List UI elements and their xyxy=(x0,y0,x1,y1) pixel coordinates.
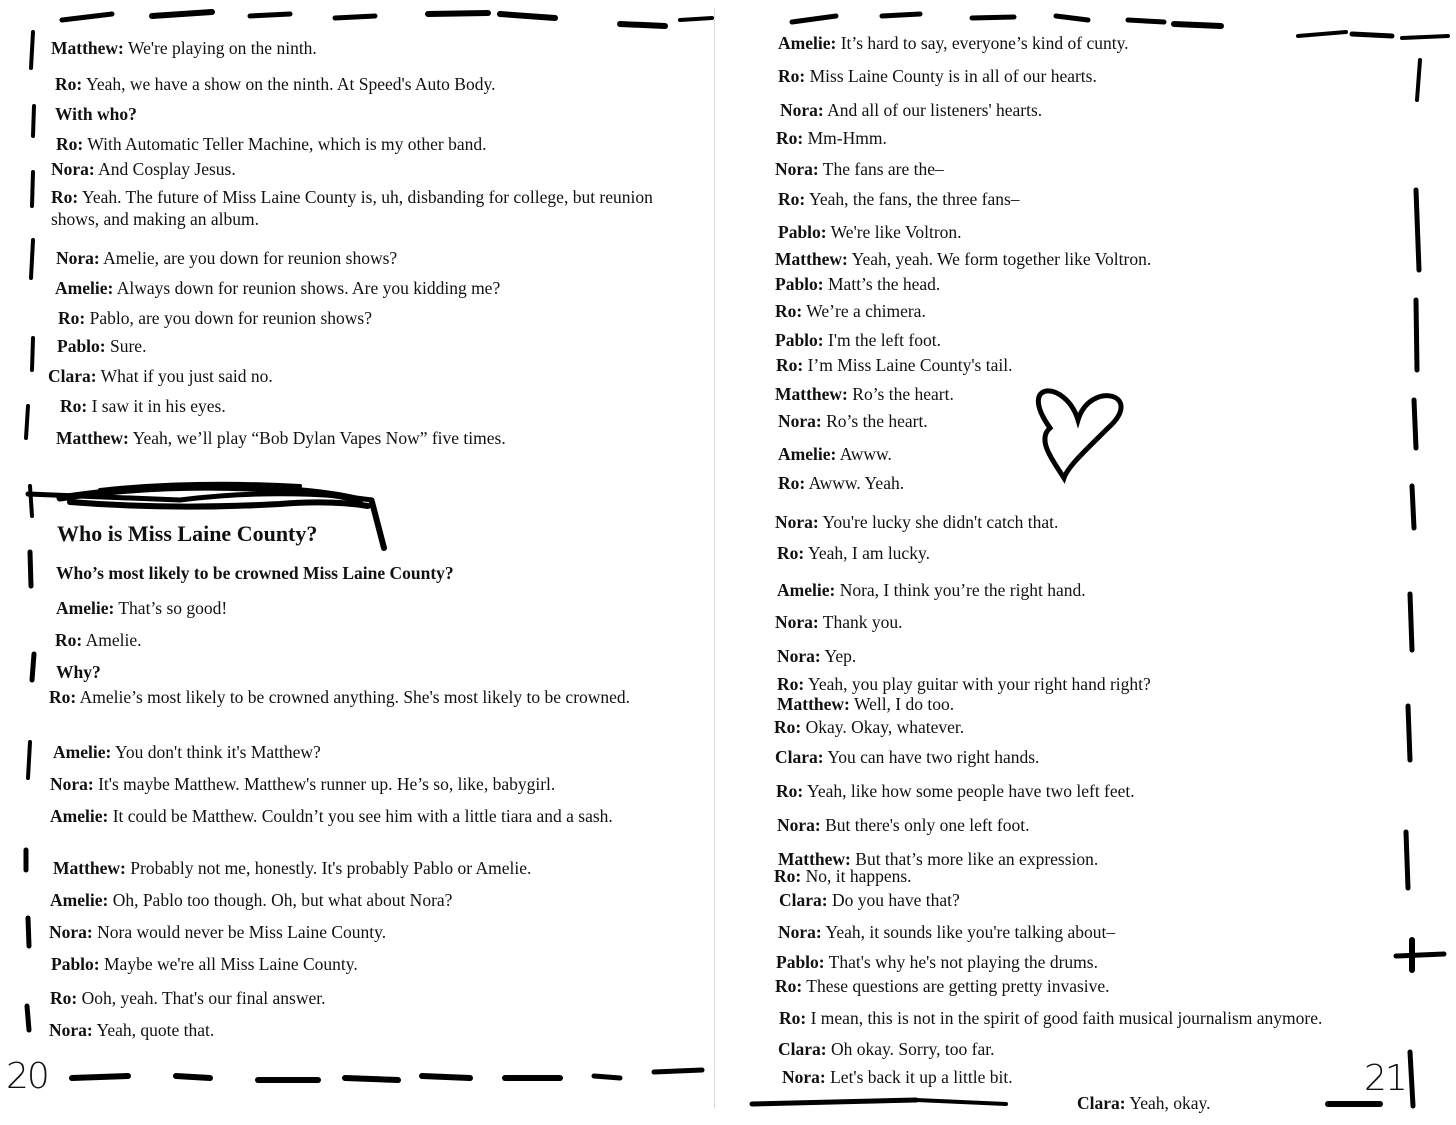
transcript-line: Ro: I saw it in his eyes. xyxy=(60,396,226,416)
transcript-line: Pablo: We're like Voltron. xyxy=(778,222,962,242)
transcript-line: Ro: Amelie’s most likely to be crowned anything. She's most likely to be crowned. xyxy=(49,687,631,707)
transcript-line: Nora: Yep. xyxy=(777,646,857,666)
transcript-line: Matthew: Yeah, yeah. We form together like Voltron. xyxy=(775,249,1152,269)
transcript-line: Amelie: Always down for reunion shows. Are you kidding me? xyxy=(55,278,501,298)
right-page xyxy=(716,0,1456,1125)
transcript-line: Nora: Yeah, it sounds like you're talking about– xyxy=(778,922,1116,942)
transcript-line: Nora: But there's only one left foot. xyxy=(777,815,1030,835)
transcript-line: Clara: Yeah, okay. xyxy=(1077,1093,1211,1113)
transcript-line: Matthew: Yeah, we’ll play “Bob Dylan Vapes Now” five times. xyxy=(56,428,506,448)
transcript-line: Pablo: Matt’s the head. xyxy=(775,274,941,294)
transcript-line: Nora: Let's back it up a little bit. xyxy=(782,1067,1013,1087)
transcript-line: Nora: Thank you. xyxy=(775,612,903,632)
transcript-line: Clara: Oh okay. Sorry, too far. xyxy=(778,1039,995,1059)
transcript-line: Ro: We’re a chimera. xyxy=(775,301,926,321)
transcript-line: Nora: The fans are the– xyxy=(775,159,944,179)
transcript-line: Pablo: I'm the left foot. xyxy=(775,330,941,350)
transcript-line: Ro: Yeah, we have a show on the ninth. At Speed's Auto Body. xyxy=(55,74,496,94)
transcript-line: Ro: Amelie. xyxy=(55,630,142,650)
transcript-line: Ro: No, it happens. xyxy=(774,866,912,886)
interview-question: Why? xyxy=(56,662,101,682)
transcript-line: Amelie: Nora, I think you’re the right hand. xyxy=(777,580,1086,600)
transcript-line: Amelie: Oh, Pablo too though. Oh, but what about Nora? xyxy=(50,890,453,910)
transcript-line: Ro: Mm-Hmm. xyxy=(776,128,887,148)
transcript-line: Ro: These questions are getting pretty invasive. xyxy=(775,976,1110,996)
transcript-line: Nora: You're lucky she didn't catch that. xyxy=(775,512,1059,532)
transcript-line: Matthew: We're playing on the ninth. xyxy=(51,38,317,58)
transcript-line: Nora: It's maybe Matthew. Matthew's runner up. He’s so, like, babygirl. xyxy=(50,774,556,794)
transcript-line: Ro: Yeah. The future of Miss Laine County is, uh, disbanding for college, but reunion shows, and making an album. xyxy=(51,187,653,229)
section-heading: Who is Miss Laine County? xyxy=(57,521,318,546)
transcript-line: Clara: You can have two right hands. xyxy=(775,747,1040,767)
transcript-line: Pablo: Sure. xyxy=(57,336,147,356)
transcript-line: Ro: With Automatic Teller Machine, which is my other band. xyxy=(56,134,487,154)
transcript-line: Ro: Yeah, the fans, the three fans– xyxy=(778,189,1020,209)
transcript-line: Nora: Yeah, quote that. xyxy=(49,1020,215,1040)
interview-question: Who’s most likely to be crowned Miss Laine County? xyxy=(56,563,454,583)
transcript-line: Amelie: It could be Matthew. Couldn’t you see him with a little tiara and a sash. xyxy=(50,806,613,826)
transcript-line: Nora: Ro’s the heart. xyxy=(778,411,928,431)
transcript-line: Amelie: That’s so good! xyxy=(56,598,228,618)
transcript-line: Clara: What if you just said no. xyxy=(48,366,273,386)
transcript-line: Matthew: Ro’s the heart. xyxy=(775,384,954,404)
transcript-line: Ro: Miss Laine County is in all of our hearts. xyxy=(778,66,1097,86)
transcript-line: Pablo: That's why he's not playing the drums. xyxy=(776,952,1098,972)
transcript-line: Ro: Pablo, are you down for reunion shows? xyxy=(58,308,372,328)
transcript-line: Nora: And all of our listeners' hearts. xyxy=(780,100,1043,120)
transcript-line: Nora: Amelie, are you down for reunion shows? xyxy=(56,248,398,268)
transcript-line: Ro: I’m Miss Laine County's tail. xyxy=(776,355,1013,375)
transcript-line: Ro: Okay. Okay, whatever. xyxy=(774,717,965,737)
interview-question: With who? xyxy=(55,104,137,124)
transcript-line: Ro: Ooh, yeah. That's our final answer. xyxy=(50,988,326,1008)
transcript-line: Amelie: Awww. xyxy=(778,444,892,464)
transcript-line: Ro: Awww. Yeah. xyxy=(778,473,905,493)
page-number: 20 xyxy=(6,1056,48,1097)
transcript-line: Ro: Yeah, like how some people have two left feet. xyxy=(776,781,1135,801)
transcript-line: Ro: Yeah, I am lucky. xyxy=(777,543,930,563)
left-page xyxy=(0,0,716,1125)
transcript-line: Matthew: Probably not me, honestly. It's probably Pablo or Amelie. xyxy=(53,858,532,878)
transcript-line: Ro: Yeah, you play guitar with your right hand right? xyxy=(777,674,1151,694)
transcript-line: Amelie: You don't think it's Matthew? xyxy=(53,742,321,762)
transcript-line: Matthew: But that’s more like an expression. xyxy=(778,849,1099,869)
transcript-line: Matthew: Well, I do too. xyxy=(777,694,955,714)
page-number: 21 xyxy=(1364,1058,1406,1099)
transcript-line: Pablo: Maybe we're all Miss Laine County. xyxy=(51,954,358,974)
transcript-line: Amelie: It’s hard to say, everyone’s kind of cunty. xyxy=(778,33,1129,53)
transcript-line: Ro: I mean, this is not in the spirit of good faith musical journalism anymore. xyxy=(779,1008,1323,1028)
transcript-line: Nora: Nora would never be Miss Laine County. xyxy=(49,922,387,942)
transcript-line: Nora: And Cosplay Jesus. xyxy=(51,159,236,179)
transcript-line: Clara: Do you have that? xyxy=(779,890,960,910)
